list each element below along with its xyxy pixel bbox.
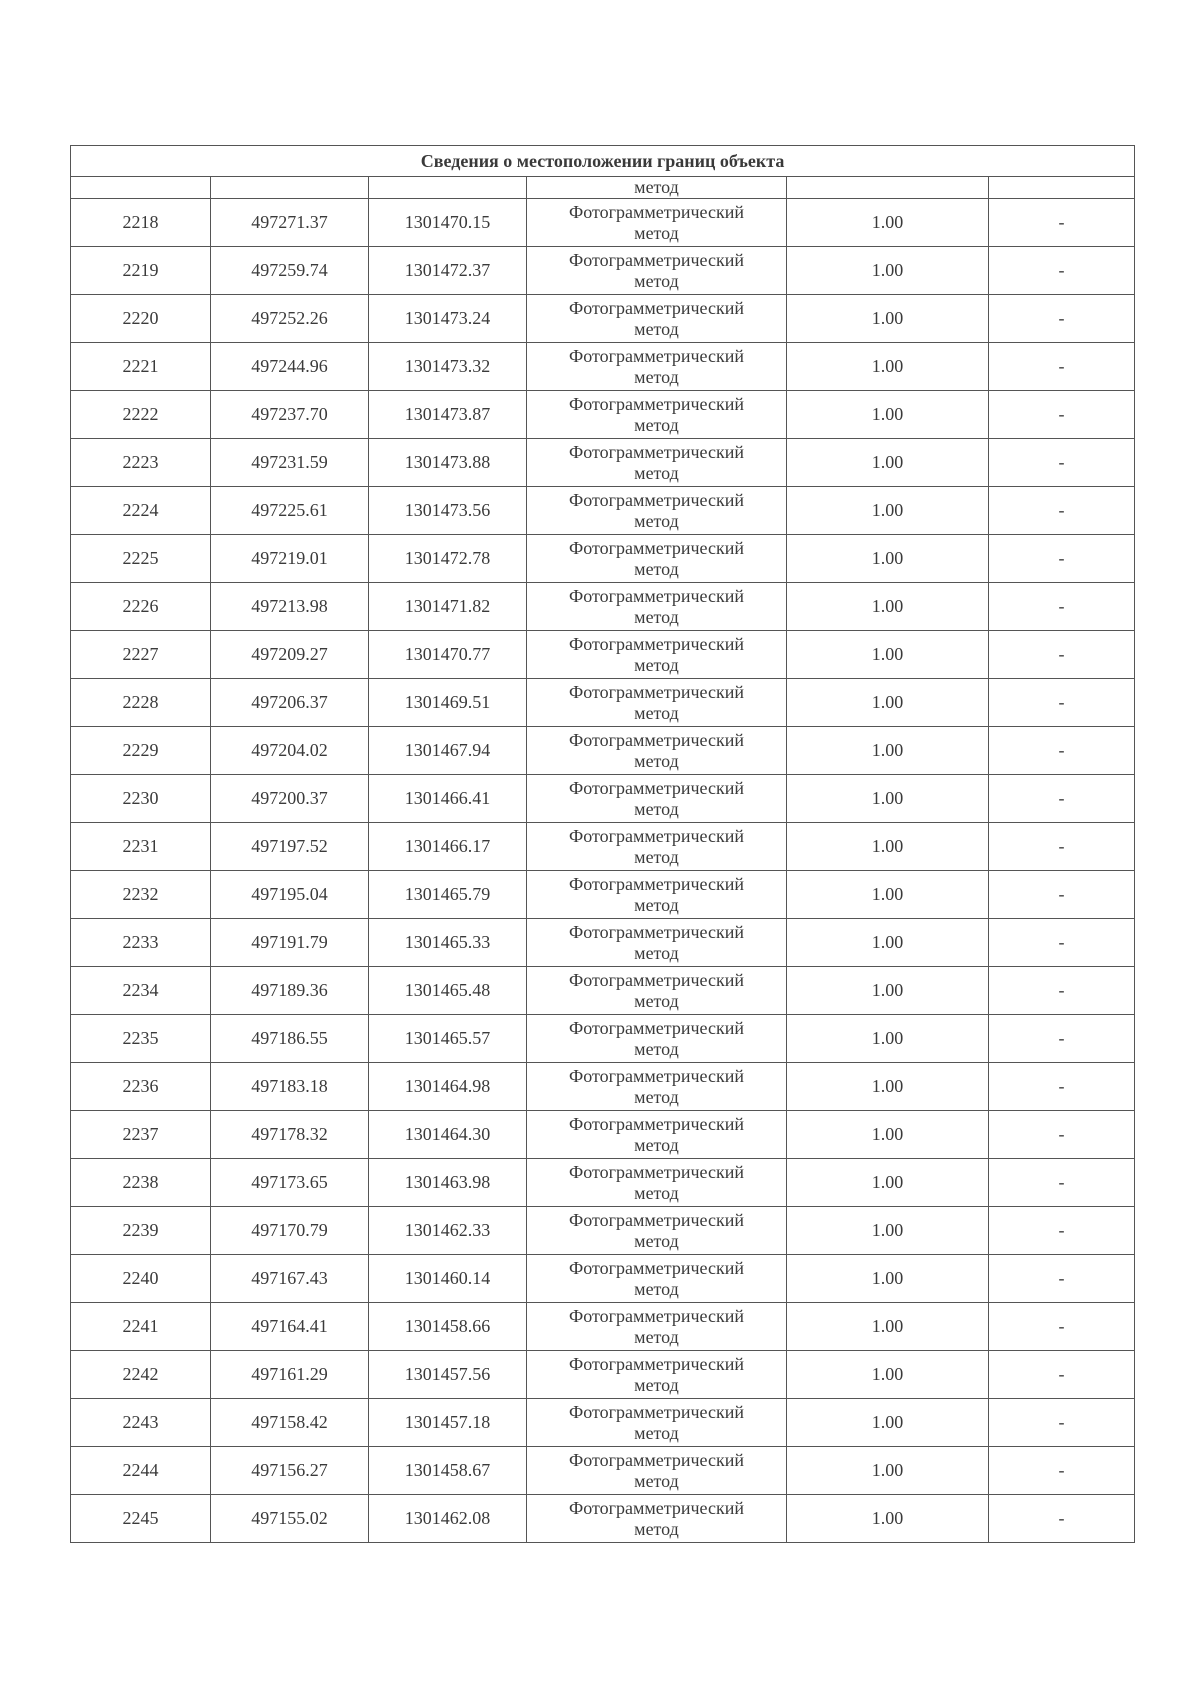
x-coordinate-cell: 497209.27 [211,631,369,679]
accuracy-cell: 1.00 [787,487,989,535]
method-text-line: Фотограмметрический [569,921,744,942]
method-text-line: Фотограмметрический [569,537,744,558]
x-coordinate-cell: 497183.18 [211,1063,369,1111]
point-number-cell: 2233 [71,919,211,967]
description-cell: - [989,1015,1135,1063]
point-number-cell: 2236 [71,1063,211,1111]
table-row [71,967,1135,1015]
x-coordinate-cell: 497244.96 [211,343,369,391]
method-text-line: метод [634,270,679,291]
table-row [71,823,1135,871]
y-coordinate-cell: 1301473.56 [369,487,527,535]
point-number-cell: 2221 [71,343,211,391]
accuracy-cell: 1.00 [787,247,989,295]
point-number-cell: 2231 [71,823,211,871]
accuracy-cell: 1.00 [787,631,989,679]
method-cell [527,679,787,727]
table-row [71,631,1135,679]
point-number-cell: 2238 [71,1159,211,1207]
method-text-line: метод [634,750,679,771]
method-cell [527,535,787,583]
description-cell: - [989,1303,1135,1351]
method-text-line: метод [634,558,679,579]
point-number-cell: 2235 [71,1015,211,1063]
method-text-line: метод [634,1518,679,1539]
method-cell [527,247,787,295]
point-number-cell: 2239 [71,1207,211,1255]
method-cell [527,1495,787,1543]
description-cell: - [989,343,1135,391]
point-number-cell: 2230 [71,775,211,823]
accuracy-cell: 1.00 [787,535,989,583]
table-row [71,247,1135,295]
method-cell [527,391,787,439]
y-coordinate-cell: 1301472.37 [369,247,527,295]
description-cell: - [989,1111,1135,1159]
method-text-line: метод [634,1182,679,1203]
method-text-line: Фотограмметрический [569,393,744,414]
table-row [71,439,1135,487]
point-number-cell: 2229 [71,727,211,775]
accuracy-cell: 1.00 [787,1015,989,1063]
method-text-line: метод [634,654,679,675]
method-text-line: метод [634,1470,679,1491]
y-coordinate-cell: 1301473.87 [369,391,527,439]
description-cell: - [989,1447,1135,1495]
y-coordinate-cell: 1301462.33 [369,1207,527,1255]
table-row [71,1063,1135,1111]
point-number-cell: 2220 [71,295,211,343]
method-cell [527,871,787,919]
description-cell: - [989,919,1135,967]
accuracy-cell: 1.00 [787,1255,989,1303]
x-coordinate-cell: 497213.98 [211,583,369,631]
x-coordinate-cell: 497197.52 [211,823,369,871]
description-cell: - [989,535,1135,583]
description-cell: - [989,1495,1135,1543]
table-row [71,1159,1135,1207]
accuracy-cell: 1.00 [787,775,989,823]
table-row [71,1255,1135,1303]
method-text-line: метод [634,1230,679,1251]
method-text-line: Фотограмметрический [569,249,744,270]
x-coordinate-cell: 497164.41 [211,1303,369,1351]
table-row [71,487,1135,535]
method-text-line: Фотограмметрический [569,1017,744,1038]
description-cell: - [989,679,1135,727]
point-number-cell: 2232 [71,871,211,919]
description-cell: - [989,295,1135,343]
description-cell: - [989,1399,1135,1447]
y-coordinate-cell: 1301465.48 [369,967,527,1015]
y-coordinate-cell: 1301473.88 [369,439,527,487]
accuracy-cell: 1.00 [787,823,989,871]
accuracy-cell: 1.00 [787,967,989,1015]
method-text-line: Фотограмметрический [569,1353,744,1374]
continuation-row [71,177,1135,199]
method-text-line: метод [634,222,679,243]
accuracy-cell: 1.00 [787,391,989,439]
x-coordinate-cell: 497195.04 [211,871,369,919]
method-text-line: Фотограмметрический [569,441,744,462]
y-coordinate-cell: 1301464.98 [369,1063,527,1111]
description-cell: - [989,967,1135,1015]
method-text-line: Фотограмметрический [569,1305,744,1326]
description-cell: - [989,391,1135,439]
accuracy-cell: 1.00 [787,679,989,727]
table-title: Сведения о местоположении границ объекта [71,146,1135,177]
description-cell: - [989,439,1135,487]
description-cell: - [989,487,1135,535]
method-text-line: метод [634,414,679,435]
method-text-line: метод [634,846,679,867]
method-cell [527,1351,787,1399]
table-row [71,679,1135,727]
document-page [70,145,1134,1543]
method-cell [527,727,787,775]
table-row [71,775,1135,823]
continuation-cell [71,177,211,199]
method-text-line: Фотограмметрический [569,1497,744,1518]
table-row [71,1495,1135,1543]
point-number-cell: 2218 [71,199,211,247]
y-coordinate-cell: 1301465.57 [369,1015,527,1063]
description-cell: - [989,823,1135,871]
point-number-cell: 2227 [71,631,211,679]
method-cell [527,1015,787,1063]
point-number-cell: 2240 [71,1255,211,1303]
y-coordinate-cell: 1301467.94 [369,727,527,775]
method-text-line: Фотограмметрический [569,1065,744,1086]
table-row [71,1351,1135,1399]
description-cell: - [989,727,1135,775]
y-coordinate-cell: 1301470.15 [369,199,527,247]
method-cell [527,919,787,967]
boundary-coordinates-table [70,145,1135,1543]
y-coordinate-cell: 1301472.78 [369,535,527,583]
accuracy-cell: 1.00 [787,727,989,775]
method-cell [527,1303,787,1351]
y-coordinate-cell: 1301457.56 [369,1351,527,1399]
y-coordinate-cell: 1301458.67 [369,1447,527,1495]
point-number-cell: 2228 [71,679,211,727]
method-text-line: метод [634,1326,679,1347]
description-cell: - [989,1063,1135,1111]
x-coordinate-cell: 497178.32 [211,1111,369,1159]
y-coordinate-cell: 1301473.32 [369,343,527,391]
x-coordinate-cell: 497259.74 [211,247,369,295]
method-text-line: метод [634,894,679,915]
method-cell [527,1063,787,1111]
y-coordinate-cell: 1301473.24 [369,295,527,343]
table-row [71,295,1135,343]
point-number-cell: 2226 [71,583,211,631]
x-coordinate-cell: 497252.26 [211,295,369,343]
table-row [71,871,1135,919]
table-row [71,1303,1135,1351]
method-text-line: Фотограмметрический [569,873,744,894]
method-cell [527,1255,787,1303]
method-text-line: Фотограмметрический [569,1257,744,1278]
method-text-line: Фотограмметрический [569,1113,744,1134]
method-text-line: метод [634,942,679,963]
table-row [71,1207,1135,1255]
method-text-line: Фотограмметрический [569,1401,744,1422]
method-cell [527,1447,787,1495]
method-cell [527,631,787,679]
x-coordinate-cell: 497200.37 [211,775,369,823]
description-cell: - [989,1351,1135,1399]
x-coordinate-cell: 497161.29 [211,1351,369,1399]
method-text-line: метод [634,702,679,723]
point-number-cell: 2234 [71,967,211,1015]
x-coordinate-cell: 497167.43 [211,1255,369,1303]
point-number-cell: 2219 [71,247,211,295]
y-coordinate-cell: 1301462.08 [369,1495,527,1543]
point-number-cell: 2224 [71,487,211,535]
table-row [71,343,1135,391]
y-coordinate-cell: 1301471.82 [369,583,527,631]
table-row [71,391,1135,439]
description-cell: - [989,247,1135,295]
continuation-cell [211,177,369,199]
y-coordinate-cell: 1301463.98 [369,1159,527,1207]
accuracy-cell: 1.00 [787,919,989,967]
x-coordinate-cell: 497206.37 [211,679,369,727]
method-text-line: метод [634,1086,679,1107]
x-coordinate-cell: 497191.79 [211,919,369,967]
point-number-cell: 2223 [71,439,211,487]
x-coordinate-cell: 497189.36 [211,967,369,1015]
y-coordinate-cell: 1301469.51 [369,679,527,727]
accuracy-cell: 1.00 [787,295,989,343]
point-number-cell: 2243 [71,1399,211,1447]
method-text-line: метод [634,366,679,387]
continuation-cell [787,177,989,199]
accuracy-cell: 1.00 [787,1303,989,1351]
x-coordinate-cell: 497170.79 [211,1207,369,1255]
point-number-cell: 2225 [71,535,211,583]
method-text-line: метод [634,510,679,531]
x-coordinate-cell: 497156.27 [211,1447,369,1495]
y-coordinate-cell: 1301465.33 [369,919,527,967]
method-text-line: метод [634,462,679,483]
method-text-line: метод [634,1374,679,1395]
point-number-cell: 2222 [71,391,211,439]
method-text-line: Фотограмметрический [569,729,744,750]
method-text-line: Фотограмметрический [569,1449,744,1470]
y-coordinate-cell: 1301466.17 [369,823,527,871]
method-cell [527,775,787,823]
table-row [71,1447,1135,1495]
method-cell [527,1111,787,1159]
y-coordinate-cell: 1301457.18 [369,1399,527,1447]
accuracy-cell: 1.00 [787,871,989,919]
point-number-cell: 2244 [71,1447,211,1495]
method-text-line: Фотограмметрический [569,489,744,510]
method-text-line: метод [634,1038,679,1059]
table-row [71,535,1135,583]
y-coordinate-cell: 1301466.41 [369,775,527,823]
y-coordinate-cell: 1301464.30 [369,1111,527,1159]
method-text-line: метод [634,990,679,1011]
x-coordinate-cell: 497225.61 [211,487,369,535]
accuracy-cell: 1.00 [787,583,989,631]
method-cell [527,967,787,1015]
point-number-cell: 2245 [71,1495,211,1543]
x-coordinate-cell: 497173.65 [211,1159,369,1207]
table-title-row [71,146,1135,177]
description-cell: - [989,631,1135,679]
method-text-line: Фотограмметрический [569,633,744,654]
method-cell [527,583,787,631]
y-coordinate-cell: 1301458.66 [369,1303,527,1351]
y-coordinate-cell: 1301460.14 [369,1255,527,1303]
table-row [71,727,1135,775]
method-cell [527,439,787,487]
accuracy-cell: 1.00 [787,343,989,391]
method-text-line: метод [634,798,679,819]
x-coordinate-cell: 497237.70 [211,391,369,439]
y-coordinate-cell: 1301465.79 [369,871,527,919]
method-text-line: метод [634,1134,679,1155]
point-number-cell: 2242 [71,1351,211,1399]
continuation-cell: метод [527,177,787,199]
method-cell [527,487,787,535]
method-cell [527,1399,787,1447]
x-coordinate-cell: 497231.59 [211,439,369,487]
description-cell: - [989,1255,1135,1303]
continuation-cell [369,177,527,199]
description-cell: - [989,1159,1135,1207]
method-text-line: Фотограмметрический [569,681,744,702]
accuracy-cell: 1.00 [787,1399,989,1447]
accuracy-cell: 1.00 [787,439,989,487]
method-text-line: метод [634,318,679,339]
method-cell [527,343,787,391]
method-text-line: Фотограмметрический [569,825,744,846]
continuation-cell [989,177,1135,199]
accuracy-cell: 1.00 [787,199,989,247]
point-number-cell: 2241 [71,1303,211,1351]
method-text-line: метод [634,606,679,627]
description-cell: - [989,583,1135,631]
table-row [71,583,1135,631]
method-cell [527,295,787,343]
table-row [71,1399,1135,1447]
method-text-line: Фотограмметрический [569,969,744,990]
accuracy-cell: 1.00 [787,1111,989,1159]
x-coordinate-cell: 497158.42 [211,1399,369,1447]
accuracy-cell: 1.00 [787,1207,989,1255]
x-coordinate-cell: 497271.37 [211,199,369,247]
method-text-line: метод [634,1278,679,1299]
x-coordinate-cell: 497219.01 [211,535,369,583]
method-text-line: Фотограмметрический [569,201,744,222]
table-row [71,199,1135,247]
method-text-line: метод [634,1422,679,1443]
accuracy-cell: 1.00 [787,1351,989,1399]
method-text-line: Фотограмметрический [569,777,744,798]
method-cell [527,1207,787,1255]
table-row [71,1015,1135,1063]
table-body [71,146,1135,1543]
method-cell [527,1159,787,1207]
accuracy-cell: 1.00 [787,1495,989,1543]
method-text-line: Фотограмметрический [569,297,744,318]
table-row [71,1111,1135,1159]
method-cell [527,823,787,871]
description-cell: - [989,871,1135,919]
method-text-line: Фотограмметрический [569,345,744,366]
x-coordinate-cell: 497204.02 [211,727,369,775]
description-cell: - [989,1207,1135,1255]
method-text-line: Фотограмметрический [569,1209,744,1230]
method-cell [527,199,787,247]
method-text-line: Фотограмметрический [569,585,744,606]
table-row [71,919,1135,967]
accuracy-cell: 1.00 [787,1447,989,1495]
x-coordinate-cell: 497186.55 [211,1015,369,1063]
accuracy-cell: 1.00 [787,1159,989,1207]
point-number-cell: 2237 [71,1111,211,1159]
y-coordinate-cell: 1301470.77 [369,631,527,679]
description-cell: - [989,199,1135,247]
method-text-line: Фотограмметрический [569,1161,744,1182]
accuracy-cell: 1.00 [787,1063,989,1111]
description-cell: - [989,775,1135,823]
x-coordinate-cell: 497155.02 [211,1495,369,1543]
